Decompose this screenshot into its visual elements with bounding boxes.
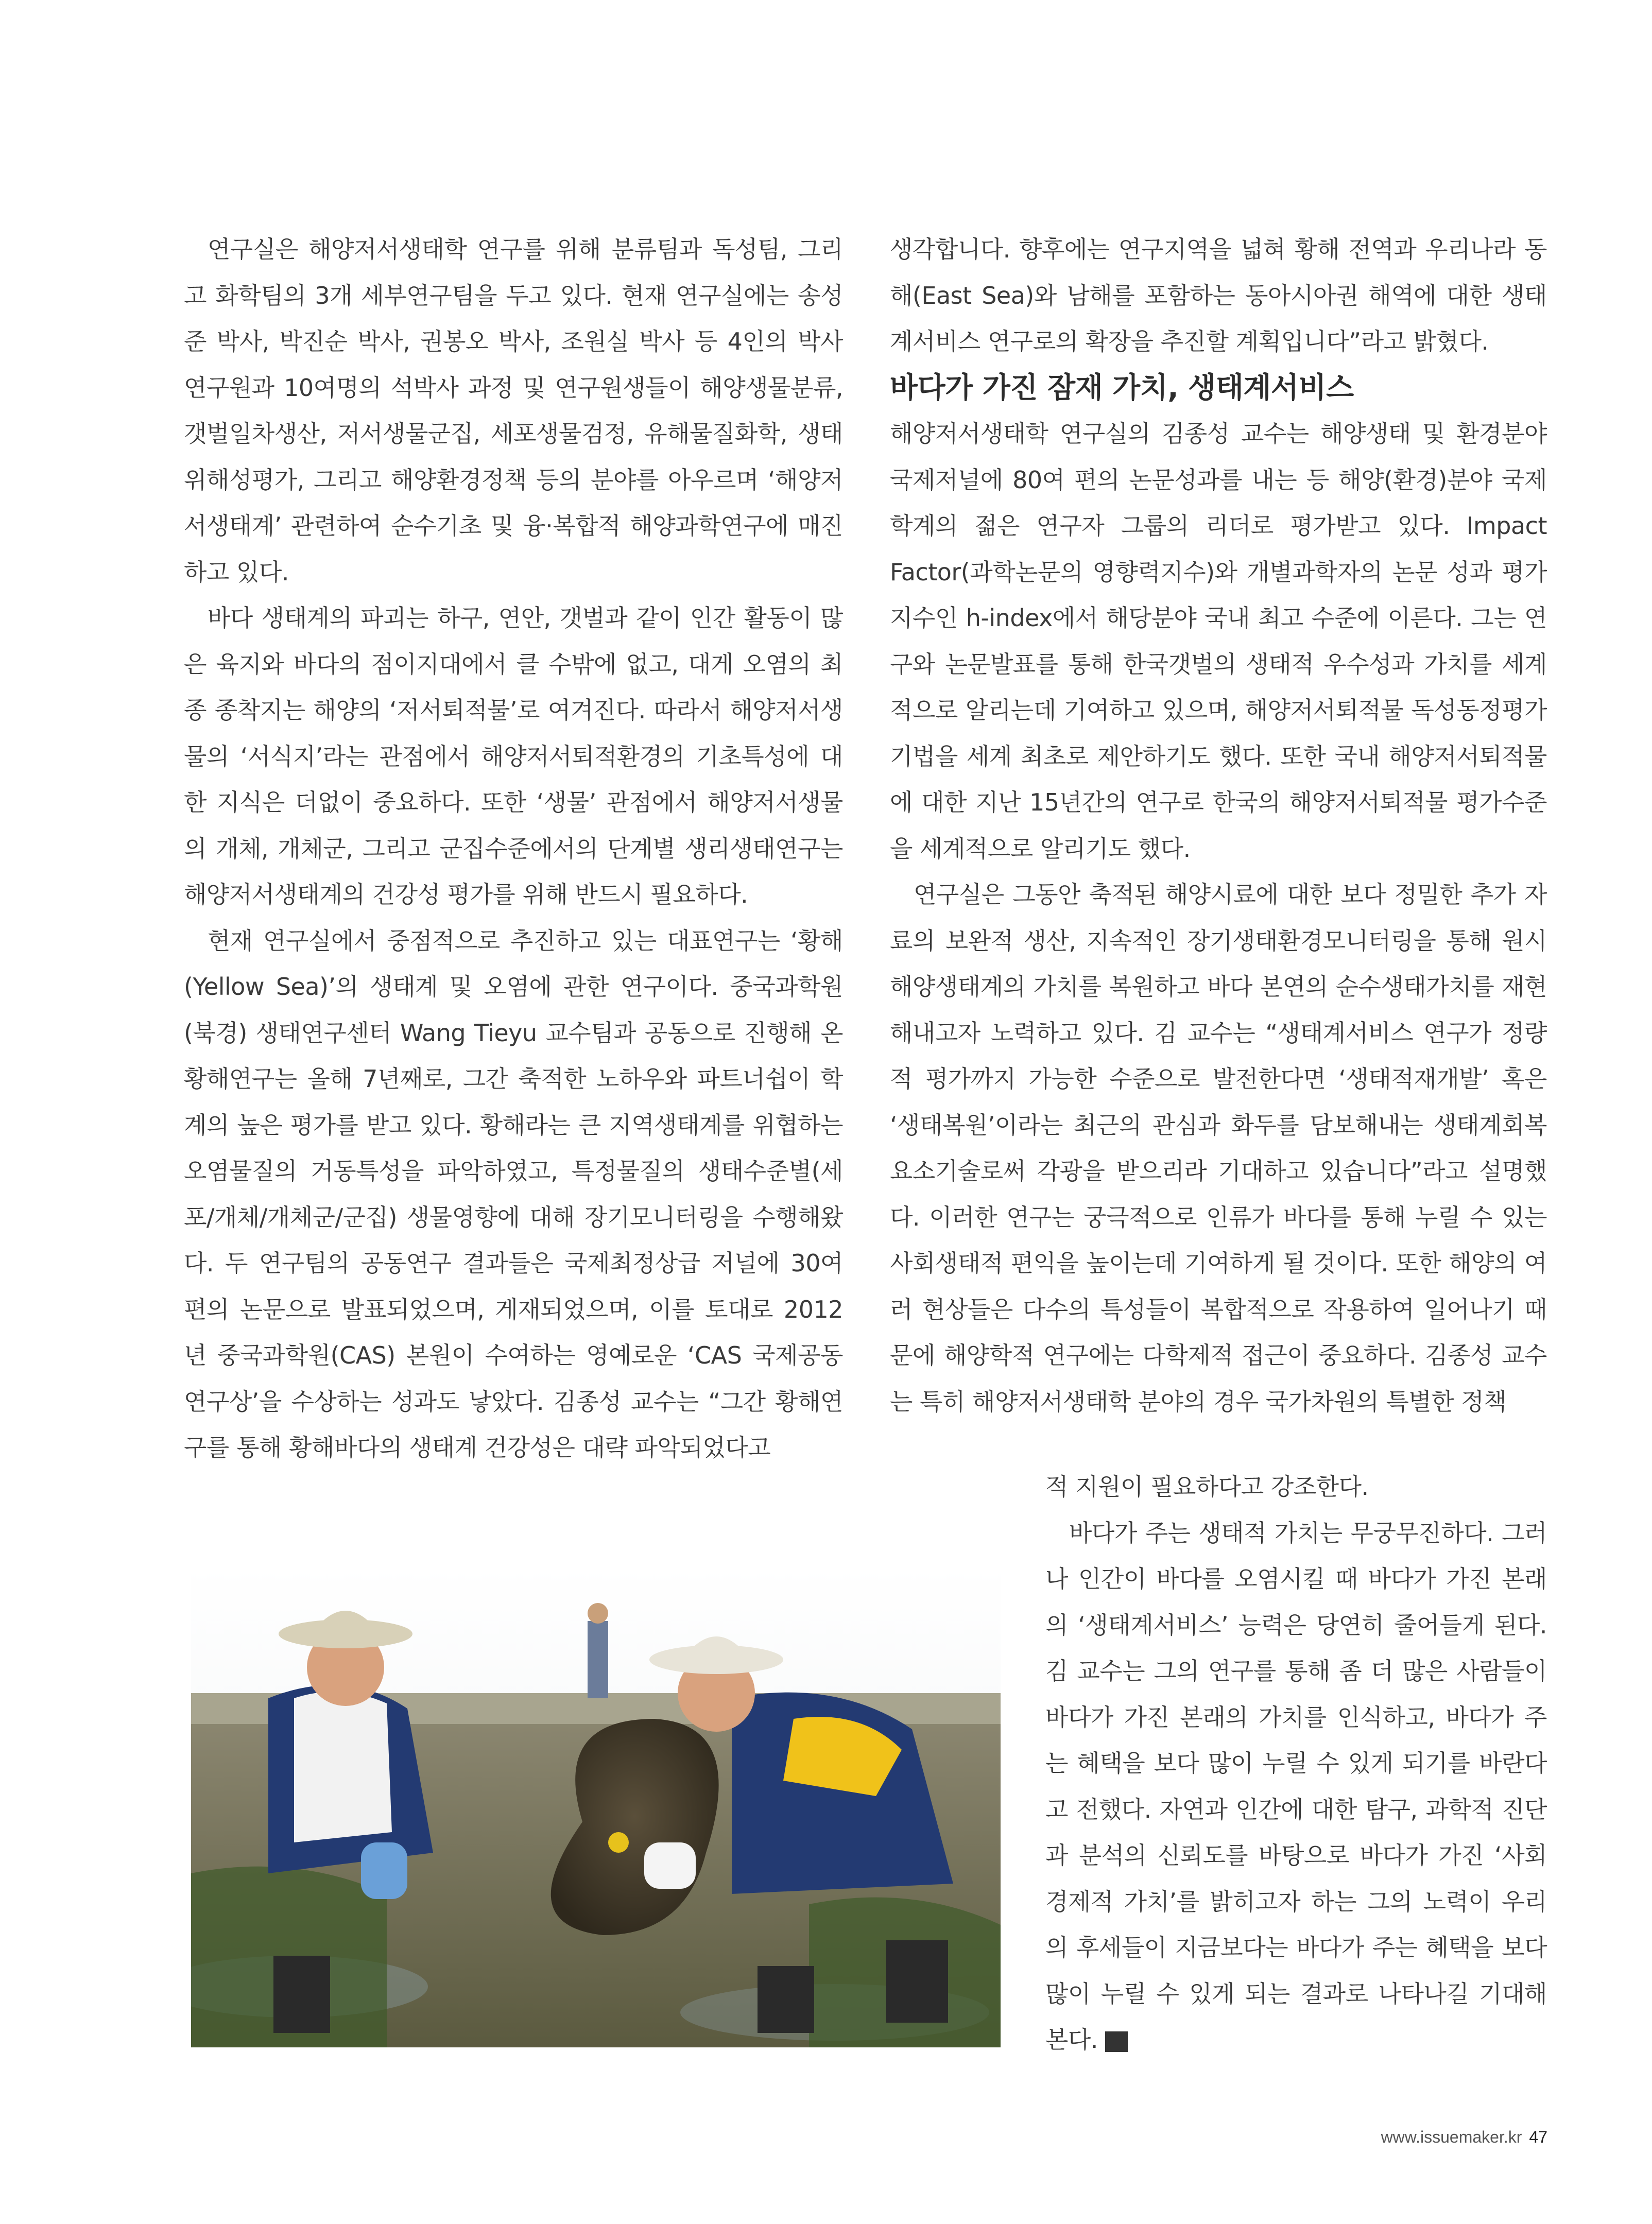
- page-number: 47: [1529, 2128, 1547, 2146]
- paragraph: 현재 연구실에서 중점적으로 추진하고 있는 대표연구는 ‘황해(Yellow Sea)’의 생태계 및 오염에 관한 연구이다. 중국과학원(북경) 생태연구센터 Wang Tieyu 교수팀과 공동으로 진행해 온 황해연구는 올해 7년째로, 그간 축적한 노하우와 파트너쉽이 학계의 높은 평가를 받고 있다. 황해라는 큰 지역생태계를 위협하는 오염물질의 거동특성을 파악하였고, 특정물질의 생태수준별(세포/개체/개체군/군집) 생물영향에 대해 장기모니터링을 수행해왔다. 두 연구팀의 공동연구 결과들은 국제최정상급 저널에 30여 편의 논문으로 발표되었으며, 게재되었으며, 이를 토대로 2012년 중국과학원(CAS) 본원이 수여하는 영예로운 ‘CAS 국제공동연구상’을 수상하는 성과도 낳았다. 김종성 교수는 “그간 황해연구를 통해 황해바다의 생태계 건강성은 대략 파악되었다고: [184, 926, 843, 1461]
- article-column-right-bottom: [1045, 1464, 1547, 2063]
- paragraph-continuation: 생각합니다. 향후에는 연구지역을 넓혀 황해 전역과 우리나라 동해(East Sea)와 남해를 포함하는 동아시아권 해역에 대한 생태계서비스 연구로의 확장을 추진할 계획입니다”라고 밝혔다.: [890, 235, 1547, 355]
- paragraph: [1045, 1510, 1547, 2063]
- footer-url: www.issuemaker.kr: [1381, 2128, 1522, 2146]
- paragraph-text: 바다가 주는 생태적 가치는 무궁무진하다. 그러나 인간이 바다를 오염시킬 때 바다가 가진 본래의 ‘생태계서비스’ 능력은 당연히 줄어들게 된다. 김 교수는 그의 연구를 통해 좀 더 많은 사람들이 바다가 가진 본래의 가치를 인식하고, 바다가 주는 혜택을 보다 많이 누릴 수 있게 되기를 바란다고 전했다. 자연과 인간에 대한 탐구, 과학적 진단과 분석의 신뢰도를 바탕으로 바다가 가진 ‘사회경제적 가치’를 밝히고자 하는 그의 노력이 우리의 후세들이 지금보다는 바다가 주는 혜택을 보다 많이 누릴 수 있게 되는 결과로 나타나길 기대해 본다.: [1045, 1519, 1547, 2054]
- section-heading: 바다가 가진 잠재 가치, 생태계서비스: [890, 371, 1354, 405]
- article-column-right: [890, 227, 1547, 1425]
- page-footer: [1381, 2128, 1547, 2147]
- photo-illustration: [191, 1564, 1001, 2047]
- paragraph: 해양저서생태학 연구실의 김종성 교수는 해양생태 및 환경분야 국제저널에 80여 편의 논문성과를 내는 등 해양(환경)분야 국제학계의 젊은 연구자 그룹의 리더로 평가받고 있다. Impact Factor(과학논문의 영향력지수)와 개별과학자의 논문 성과 평가지수인 h-index에서 해당분야 국내 최고 수준에 이른다. 그는 연구와 논문발표를 통해 한국갯벌의 생태적 우수성과 가치를 세계적으로 알리는데 기여하고 있으며, 해양저서퇴적물 독성동정평가기법을 세계 최초로 제안하기도 했다. 또한 국내 해양저서퇴적물에 대한 지난 15년간의 연구로 한국의 해양저서퇴적물 평가수준을 세계적으로 알리기도 했다.: [890, 420, 1547, 863]
- paragraph-continuation: 적 지원이 필요하다고 강조한다.: [1045, 1473, 1369, 1501]
- paragraph: 연구실은 해양저서생태학 연구를 위해 분류팀과 독성팀, 그리고 화학팀의 3개 세부연구팀을 두고 있다. 현재 연구실에는 송성준 박사, 박진순 박사, 권봉오 박사, 조원실 박사 등 4인의 박사 연구원과 10여명의 석박사 과정 및 연구원생들이 해양생물분류, 갯벌일차생산, 저서생물군집, 세포생물검정, 유해물질화학, 생태위해성평가, 그리고 해양환경정책 등의 분야를 아우르며 ‘해양저서생태계’ 관련하여 순수기초 및 융·복합적 해양과학연구에 매진하고 있다.: [184, 235, 843, 586]
- paragraph: 바다 생태계의 파괴는 하구, 연안, 갯벌과 같이 인간 활동이 많은 육지와 바다의 점이지대에서 클 수밖에 없고, 대게 오염의 최종 종착지는 해양의 ‘저서퇴적물’로 여겨진다. 따라서 해양저서생물의 ‘서식지’라는 관점에서 해양저서퇴적환경의 기초특성에 대한 지식은 더없이 중요하다. 또한 ‘생물’ 관점에서 해양저서생물의 개체, 개체군, 그리고 군집수준에서의 단계별 생리생태연구는 해양저서생태계의 건강성 평가를 위해 반드시 필요하다.: [184, 604, 843, 908]
- article-column-left: [184, 227, 843, 1471]
- info-icon: i: [1105, 2031, 1128, 2052]
- paragraph: 연구실은 그동안 축적된 해양시료에 대한 보다 정밀한 추가 자료의 보완적 생산, 지속적인 장기생태환경모니터링을 통해 원시해양생태계의 가치를 복원하고 바다 본연의 순수생태가치를 재현해내고자 노력하고 있다. 김 교수는 “생태계서비스 연구가 정량적 평가까지 가능한 수준으로 발전한다면 ‘생태적재개발’ 혹은 ‘생태복원’이라는 최근의 관심과 화두를 담보해내는 생태계회복요소기술로써 각광을 받으리라 기대하고 있습니다”라고 설명했다. 이러한 연구는 궁극적으로 인류가 바다를 통해 누릴 수 있는 사회생태적 편익을 높이는데 기여하게 될 것이다. 또한 해양의 여러 현상들은 다수의 특성들이 복합적으로 작용하여 일어나기 때문에 해양학적 연구에는 다학제적 접근이 중요하다. 김종성 교수는 특히 해양저서생태학 분야의 경우 국가차원의 특별한 정책: [890, 881, 1547, 1416]
- photo-researchers-tidal-flat: [191, 1564, 1001, 2047]
